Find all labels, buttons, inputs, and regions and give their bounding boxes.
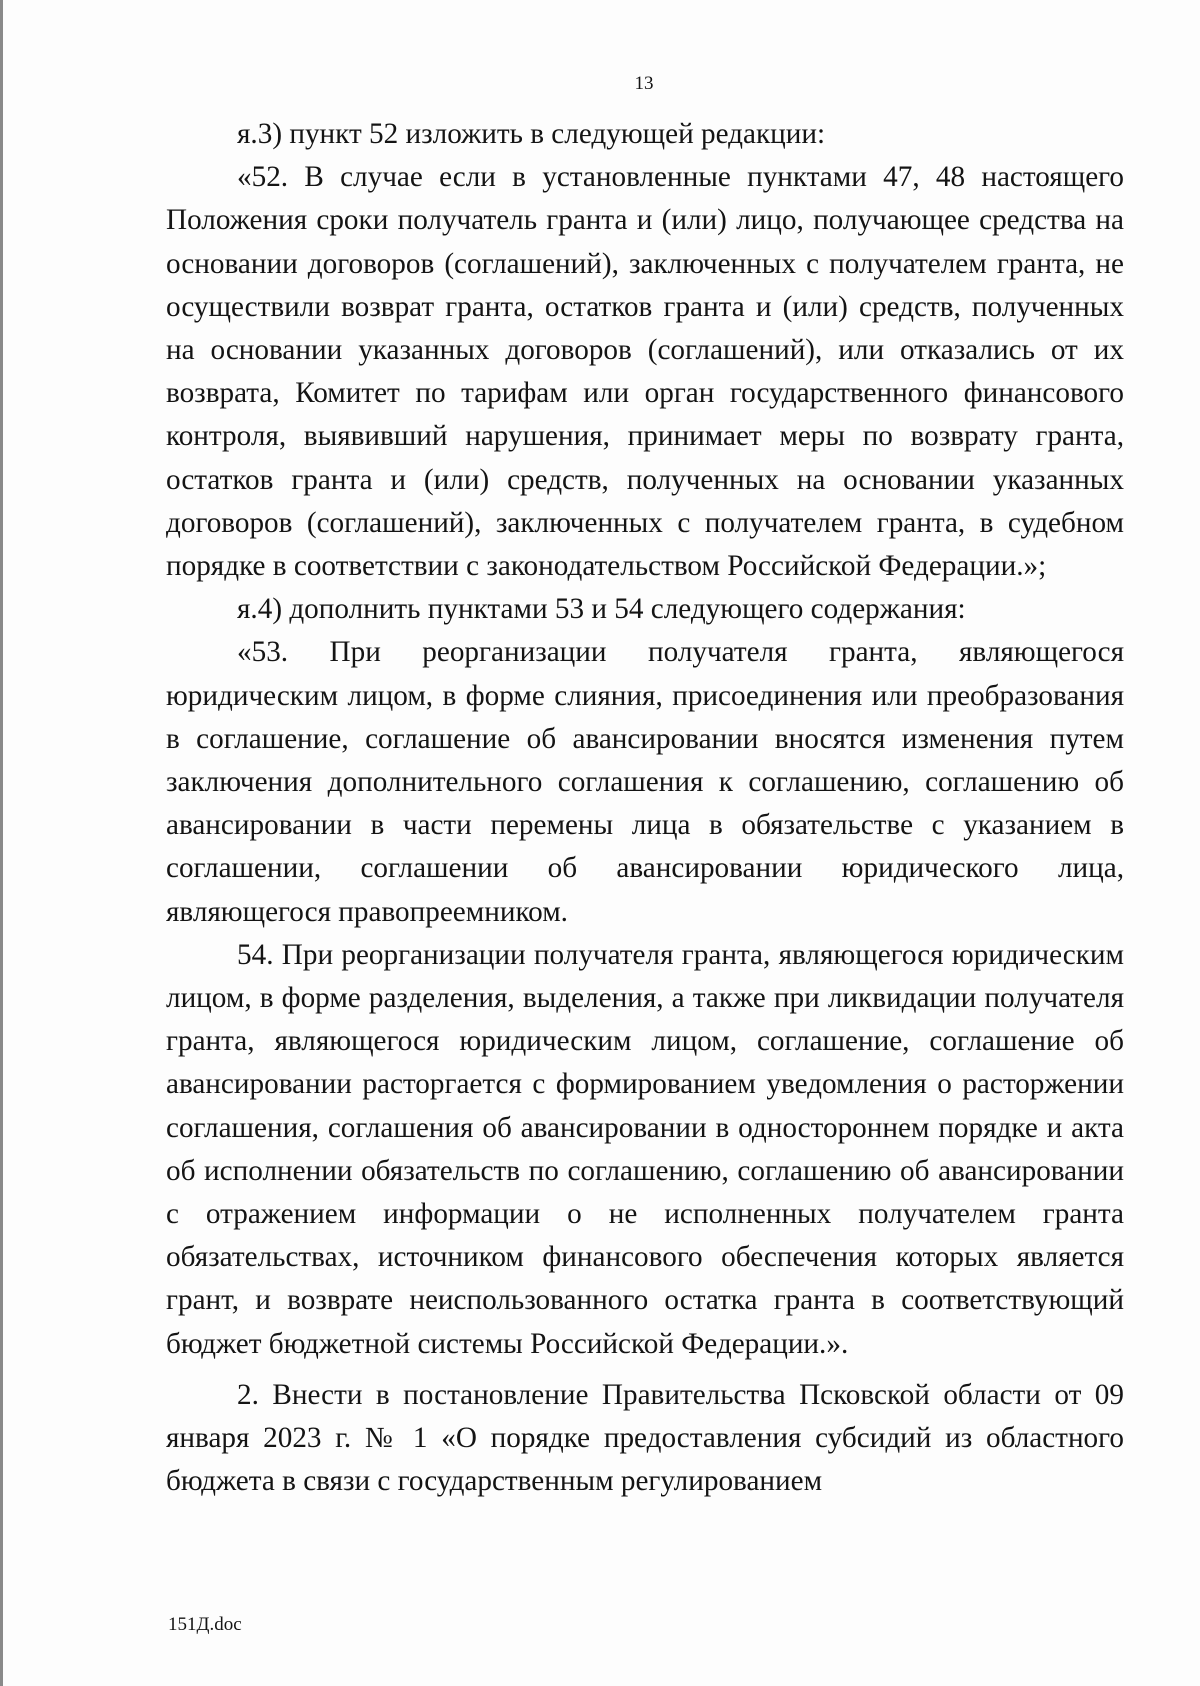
paragraph-item-4: я.4) дополнить пунктами 53 и 54 следующего содержания: [237,593,966,626]
paragraph-clause-54: 54. При реорганизации получателя гранта, являющегося юридическим лицом, в форме разделения, выделения, а также при ликвидации получателя гранта, являющегося юридическим лицом, соглашение, соглашение об авансировании расторгается с формированием уведомления о расторжении соглашения, соглашения об авансировании в одностороннем порядке и акта об исполнении обязательств по соглашению, соглашению об авансировании с отражением информации о не исполненных получателем гранта обязательствах, источником финансового обеспечения которых является грант, и возврате неиспользованного остатка гранта в соответствующий бюджет бюджетной системы Российской Федерации.». [166,938,1124,1360]
scan-edge [0,0,3,1686]
paragraph-clause-52: «52. В случае если в установленные пунктами 47, 48 настоящего Положения сроки получатель гранта и (или) лицо, получающее средства на основании договоров (соглашений), заключенных с получателем гранта, не осуществили возврат гранта, остатков гранта и (или) средств, полученных на основании указанных договоров (соглашений), или отказались от их возврата, Комитет по тарифам или орган государственного финансового контроля, выявивший нарушения, принимает меры по возврату гранта, остатков гранта и (или) средств, полученных на основании указанных договоров (соглашений), заключенных с получателем гранта, в судебном порядке в соответствии с законодательством Российской Федерации.»; [166,161,1124,583]
document-body [166,113,1124,1504]
page-number: 13 [634,73,654,94]
paragraph-clause-53: «53. При реорганизации получателя гранта, являющегося юридическим лицом, в форме слияния, присоединения или преобразования в соглашение, соглашение об авансировании вносятся изменения путем заключения дополнительного соглашения к соглашению, соглашению об авансировании в части перемены лица в обязательстве с указанием в соглашении, соглашении об авансировании юридического лица, являющегося правопреемником. [166,636,1124,928]
paragraph-item-3: я.3) пункт 52 изложить в следующей редакции: [237,118,826,150]
paragraph-section-2: 2. Внести в постановление Правительства Псковской области от 09 января 2023 г. № 1 «О порядке предоставления субсидий из областного бюджета в связи с государственным регулированием [166,1378,1124,1498]
file-name-footer: 151Д.doc [168,1614,242,1635]
